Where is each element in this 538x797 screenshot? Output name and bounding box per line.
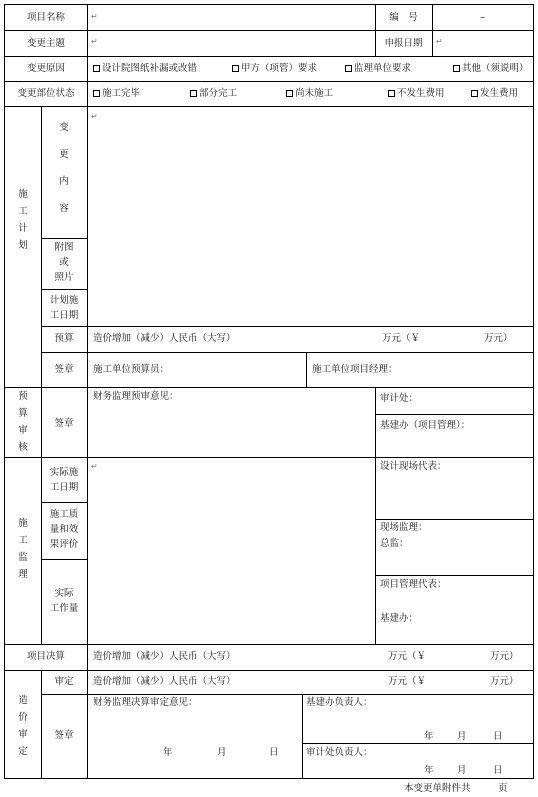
actual-date-field[interactable]: ↵	[91, 462, 98, 471]
change-subject-field[interactable]: ↵	[91, 37, 98, 46]
serial-number-value[interactable]: –	[480, 12, 485, 23]
actual-date-label: 实际施 工日期	[49, 467, 79, 493]
checkbox-icon	[93, 65, 100, 72]
approve-label: 审定	[54, 676, 74, 687]
site-supervisor-field[interactable]: 现场监理：	[380, 522, 428, 533]
project-name-label: 项目名称	[26, 12, 65, 23]
serial-number-label: 编 号	[389, 12, 418, 23]
approved-amount-text: 造价增加（减少）人民币（大写）	[93, 676, 236, 687]
budget-review-group-label: 预 算 审 核	[18, 391, 28, 453]
checkbox-icon	[190, 90, 197, 97]
change-content-label: 变 更 内 容	[59, 122, 69, 214]
change-reason-label: 变更原因	[26, 63, 65, 74]
opinion-year: 年	[163, 747, 173, 758]
change-status-label: 变更部位状态	[17, 88, 75, 99]
budget-wan-yuan: 万元（￥	[382, 333, 421, 344]
checkbox-icon	[388, 90, 395, 97]
report-date-field[interactable]: ↵	[436, 37, 443, 46]
plan-sign-label: 签章	[54, 364, 74, 375]
supervision-group-label: 施 工 监 理	[18, 518, 28, 580]
settlement-wan-yuan-end: 万元）	[490, 651, 519, 662]
approved-wan-yuan-end: 万元）	[490, 676, 519, 687]
infra-head-day: 日	[493, 731, 503, 742]
settlement-amount-text: 造价增加（减少）人民币（大写）	[93, 651, 236, 662]
checkbox-icon	[471, 90, 478, 97]
construction-plan-group-label: 施 工 计 划	[18, 189, 28, 251]
checkbox-icon	[345, 65, 352, 72]
budget-amount-text: 造价增加（减少）人民币（大写）	[93, 333, 236, 344]
quality-evaluation-label: 施工质 量和效 果评价	[49, 509, 79, 550]
checkbox-icon	[232, 65, 239, 72]
reason-checkbox-design[interactable]: 设计院图纸补漏或改错	[93, 63, 197, 75]
chief-supervisor-field[interactable]: 总监：	[380, 538, 409, 549]
supervision-infra-field[interactable]: 基建办：	[380, 613, 419, 624]
design-rep-field[interactable]: 设计现场代表：	[380, 461, 447, 472]
finance-prereview-field[interactable]: 财务监理预审意见：	[93, 391, 179, 402]
reason-checkbox-supervisor[interactable]: 监理单位要求	[345, 63, 411, 75]
status-checkbox-no-cost[interactable]: 不发生费用	[388, 88, 445, 100]
cost-review-group-label: 造 价 审 定	[18, 695, 28, 757]
infra-head-year: 年	[424, 731, 434, 742]
budget-wan-yuan-end: 万元）	[484, 333, 513, 344]
reason-checkbox-other[interactable]: 其他（须说明）	[453, 63, 529, 75]
attachment-label: 附图 或 照片	[54, 242, 74, 283]
audit-office-field[interactable]: 审计处：	[380, 393, 419, 404]
infrastructure-office-field[interactable]: 基建办（项目管理）：	[380, 420, 471, 431]
actual-workload-label: 实际 工作量	[49, 588, 79, 614]
status-checkbox-partial[interactable]: 部分完工	[190, 88, 237, 100]
audit-head-field[interactable]: 审计处负责人：	[306, 747, 373, 758]
infra-head-month: 月	[457, 731, 467, 742]
attachment-pages-label: 页	[498, 783, 508, 794]
audit-head-month: 月	[457, 765, 467, 776]
opinion-day: 日	[269, 747, 279, 758]
approved-wan-yuan: 万元（￥	[388, 676, 427, 687]
pm-rep-field[interactable]: 项目管理代表：	[380, 579, 447, 590]
change-content-field[interactable]: ↵	[91, 112, 98, 121]
opinion-month: 月	[217, 747, 227, 758]
attachment-count-label: 本变更单附件共	[404, 783, 471, 794]
infra-head-field[interactable]: 基建办负责人：	[306, 697, 373, 708]
status-checkbox-cost[interactable]: 发生费用	[471, 88, 518, 100]
checkbox-icon	[286, 90, 293, 97]
change-subject-label: 变更主题	[26, 38, 65, 49]
planned-date-label: 计划施 工日期	[49, 295, 79, 321]
audit-head-day: 日	[493, 765, 503, 776]
reason-checkbox-owner[interactable]: 甲方（项管）要求	[232, 63, 317, 75]
cost-review-sign-label: 签章	[54, 730, 74, 741]
project-manager-field[interactable]: 施工单位项目经理：	[312, 364, 398, 375]
budgeter-field[interactable]: 施工单位预算员：	[93, 364, 170, 375]
audit-head-year: 年	[424, 765, 434, 776]
project-name-field[interactable]: ↵	[91, 12, 98, 21]
checkbox-icon	[93, 90, 100, 97]
budget-label: 预算	[54, 333, 74, 344]
budget-review-sign-label: 签章	[54, 418, 74, 429]
report-date-label: 申报日期	[384, 38, 423, 49]
checkbox-icon	[453, 65, 460, 72]
final-review-opinion-field[interactable]: 财务监理决算审定意见：	[93, 697, 198, 708]
settlement-wan-yuan: 万元（￥	[388, 651, 427, 662]
settlement-label: 项目决算	[26, 651, 65, 662]
status-checkbox-completed[interactable]: 施工完毕	[93, 88, 140, 100]
status-checkbox-not-started[interactable]: 尚未施工	[286, 88, 333, 100]
